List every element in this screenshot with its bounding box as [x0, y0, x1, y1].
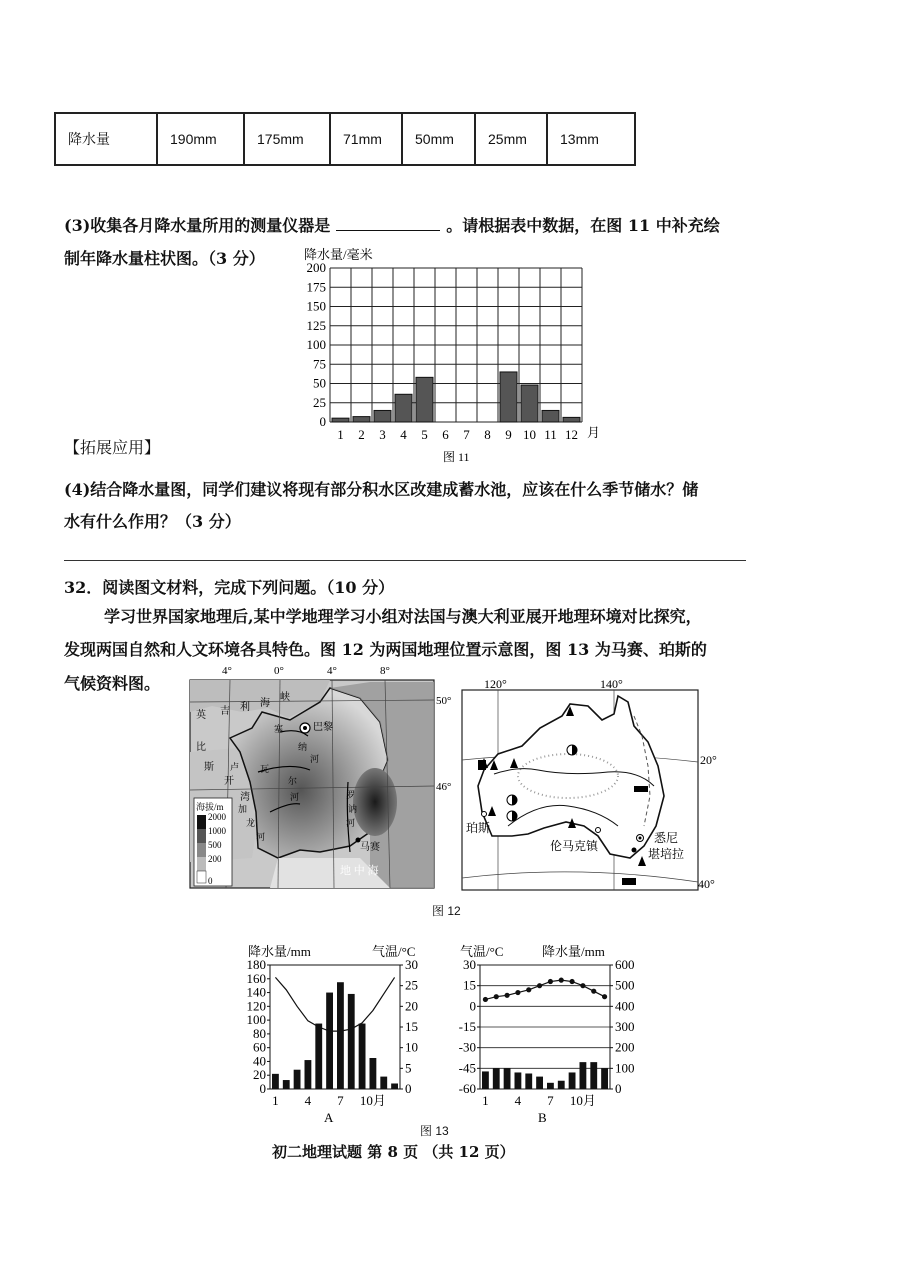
climate-precip-bar	[482, 1071, 489, 1089]
lon-label-w4: 4°	[222, 665, 232, 677]
question-3-text-a: (3)收集各月降水量所用的测量仪器是	[64, 216, 331, 235]
legend-2000: 2000	[208, 812, 226, 822]
climate-x-tick: 10月	[569, 1093, 596, 1108]
lon-label-140: 140°	[600, 677, 623, 691]
fig11-x-tick: 1	[337, 427, 344, 442]
fig11-bar	[353, 417, 370, 422]
climate-y-tick-left: 0	[259, 1081, 266, 1096]
australia-map	[458, 676, 728, 894]
climate-precip-bar	[525, 1074, 532, 1090]
question-3-text-b: 。请根据表中数据，在图 11 中补充绘	[446, 216, 720, 235]
row-label: 降水量	[55, 113, 157, 165]
climate-precip-bar	[504, 1068, 511, 1089]
river-label-3: 河	[310, 754, 320, 764]
river-label-2: 纳	[298, 742, 308, 752]
climate-temp-line	[275, 977, 394, 1031]
climate-y-tick-left: 180	[246, 957, 266, 972]
climate-precip-bar	[272, 1074, 279, 1089]
fig11-x-tick: 11	[544, 427, 557, 442]
climate-precip-bar	[493, 1068, 500, 1089]
fig11-y-tick: 175	[306, 279, 326, 295]
climate-y-tick-right: 20	[405, 998, 418, 1014]
channel-label-3: 利	[240, 702, 250, 713]
climate-y-tick-left: -15	[458, 1019, 476, 1034]
question-32-line-2: 发现两国自然和人文环境各具特色。图 12 为两国地理位置示意图，图 13 为马赛、珀斯的	[64, 640, 707, 659]
perth-marker	[482, 812, 487, 817]
chart-a-ylabel-left: 降水量/mm	[248, 944, 311, 959]
lat-label-46: 46°	[436, 781, 452, 793]
climate-y-tick-left: -60	[458, 1081, 476, 1096]
lon-label-e8: 8°	[380, 665, 390, 677]
fig11-x-tick: 8	[484, 427, 491, 442]
fig11-bar	[332, 418, 349, 422]
legend-title: 海拔/m	[196, 802, 224, 812]
climate-precip-bar	[391, 1083, 398, 1089]
cell-2: 175mm	[244, 113, 330, 165]
channel-label-5: 峡	[280, 692, 290, 703]
lat-label-20: 20°	[700, 753, 717, 767]
climate-precip-bar	[283, 1080, 290, 1089]
lon-label-120: 120°	[484, 677, 507, 691]
perth-label: 珀斯	[466, 821, 491, 835]
answer-blank[interactable]	[336, 216, 440, 231]
climate-precip-bar	[536, 1077, 543, 1089]
river-label-11: 罗	[346, 790, 356, 800]
chart-a-ylabel-right: 气温/°C	[372, 944, 416, 959]
cell-5: 25mm	[475, 113, 547, 165]
france-map	[170, 662, 460, 894]
desert-area	[518, 754, 618, 798]
fig11-x-tick: 3	[379, 427, 386, 442]
legend-500: 500	[208, 840, 222, 850]
climate-y-tick-right: 0	[615, 1081, 622, 1096]
channel-label-2: 吉	[220, 706, 230, 717]
fig11-y-tick: 125	[306, 317, 326, 333]
section-title: 【拓展应用】	[64, 438, 161, 457]
legend-1000: 1000	[208, 826, 226, 836]
fig11-bar	[542, 410, 559, 422]
fig11-y-tick: 50	[313, 375, 326, 391]
legend-200: 200	[208, 854, 222, 864]
climate-y-tick-left: 80	[253, 1025, 266, 1041]
question-3-line-1	[64, 216, 720, 236]
river-label-4: 卢	[230, 762, 240, 772]
question-32-line-3: 气候资料图。	[64, 674, 161, 693]
fig11-x-tick: 4	[400, 427, 407, 442]
lon-label-e4: 4°	[327, 665, 337, 677]
river-label-13: 河	[346, 818, 356, 828]
climate-y-tick-right: 200	[615, 1039, 635, 1055]
climate-precip-bar	[337, 982, 344, 1089]
climate-y-tick-right: 30	[405, 957, 418, 972]
question-32-line-1: 学习世界国家地理后,某中学地理学习小组对法国与澳大利亚展开地理环境对比探究，	[104, 607, 702, 626]
fig11-bar	[374, 410, 391, 422]
climate-chart-b	[450, 940, 635, 1125]
climate-y-tick-right: 0	[405, 1081, 412, 1096]
climate-temp-point	[602, 994, 607, 999]
fig11-y-tick: 0	[319, 414, 326, 429]
river-label-1: 塞	[274, 724, 284, 734]
fig11-y-tick: 150	[306, 298, 326, 314]
climate-x-tick: 4	[304, 1093, 312, 1108]
question-4-line-2: 水有什么作用？（3 分）	[64, 512, 241, 531]
fig11-caption: 图 11	[443, 450, 470, 464]
channel-label-4: 海	[260, 698, 270, 709]
cell-6: 13mm	[547, 113, 635, 165]
climate-y-tick-right: 5	[405, 1060, 412, 1076]
chart-b-ylabel-right: 降水量/mm	[542, 944, 605, 959]
chart-a-plot	[247, 957, 419, 1108]
lon-label-0: 0°	[274, 665, 284, 677]
fig11-bar	[395, 394, 412, 422]
climate-y-tick-left: 40	[253, 1053, 266, 1069]
climate-y-tick-left: -30	[458, 1039, 476, 1055]
cell-3: 71mm	[330, 113, 402, 165]
climate-y-tick-left: -45	[458, 1060, 476, 1076]
climate-precip-bar	[547, 1083, 554, 1089]
climate-precip-bar	[370, 1058, 377, 1089]
climate-precip-bar	[569, 1072, 576, 1089]
mediterranean-label: 地 中 海	[340, 865, 379, 877]
climate-y-tick-left: 20	[253, 1067, 266, 1083]
figure-11-bar-chart	[290, 245, 610, 470]
chart-a-title: A	[324, 1110, 334, 1125]
fig11-bar	[500, 372, 517, 422]
climate-y-tick-left: 160	[246, 970, 266, 986]
climate-y-tick-right: 15	[405, 1019, 418, 1034]
lat-label-50: 50°	[436, 695, 452, 707]
climate-y-tick-left: 100	[246, 1012, 266, 1028]
fig11-x-tick: 6	[442, 427, 449, 442]
biscay-label-1: 比	[196, 742, 206, 753]
climate-frame	[270, 965, 400, 1089]
fig11-y-ticks	[307, 260, 327, 429]
climate-y-tick-left: 120	[246, 998, 266, 1014]
fig11-bar	[563, 417, 580, 422]
climate-y-tick-left: 15	[463, 977, 476, 993]
figure-12-caption: 图 12	[432, 904, 461, 918]
fig11-x-tick: 12	[565, 427, 578, 442]
climate-y-tick-right: 25	[405, 977, 418, 993]
climate-y-tick-right: 500	[615, 977, 635, 993]
chart-b-plot	[459, 957, 635, 1108]
fig11-x-tick: 7	[463, 427, 470, 442]
channel-label-1: 英	[196, 710, 206, 721]
chart-b-ylabel-left: 气温/°C	[460, 944, 504, 959]
fig11-y-tick: 200	[306, 260, 326, 275]
climate-y-tick-left: 60	[253, 1039, 266, 1055]
climate-chart-a	[240, 940, 420, 1125]
climate-precip-bar	[590, 1062, 597, 1089]
climate-x-tick: 7	[337, 1093, 344, 1108]
fig11-y-tick: 25	[313, 394, 326, 410]
chart-b-title: B	[538, 1110, 547, 1125]
alps-relief	[353, 768, 397, 836]
climate-y-tick-right: 300	[615, 1019, 635, 1034]
climate-precip-bar	[326, 993, 333, 1089]
fig11-y-tick: 75	[313, 356, 326, 372]
fig11-x-tick: 9	[505, 427, 512, 442]
canberra-label: 堪培拉	[648, 847, 685, 861]
fig11-x-tick: 5	[421, 427, 428, 442]
river-label-8: 加	[238, 804, 248, 814]
river-label-10: 河	[256, 832, 266, 842]
fig11-y-tick: 100	[306, 337, 326, 352]
climate-x-tick: 7	[547, 1093, 554, 1108]
river-label-9: 龙	[246, 818, 256, 828]
question-4-line-1: (4)结合降水量图，同学们建议将现有部分积水区改建成蓄水池，应该在什么季节储水？储	[64, 480, 699, 499]
climate-precip-bar	[380, 1077, 387, 1089]
cell-1: 190mm	[157, 113, 244, 165]
cell-4: 50mm	[402, 113, 475, 165]
precipitation-table	[54, 112, 636, 166]
fig11-bar	[416, 377, 433, 422]
biscay-label-2: 斯	[204, 762, 214, 773]
canberra-marker	[632, 848, 637, 853]
climate-temp-line	[485, 980, 604, 999]
climate-precip-bar	[558, 1081, 565, 1089]
climate-precip-bar	[315, 1024, 322, 1089]
climate-precip-bar	[348, 994, 355, 1089]
river-label-7: 河	[290, 792, 300, 802]
renmark-marker	[596, 828, 601, 833]
fig11-x-ticks	[337, 427, 578, 442]
answer-line	[64, 560, 746, 561]
river-label-6: 尔	[288, 776, 298, 786]
climate-y-tick-left: 0	[469, 998, 476, 1014]
fig11-x-tick: 2	[358, 427, 365, 442]
climate-precip-bar	[601, 1068, 608, 1089]
marseille-label: 马赛	[360, 842, 380, 853]
question-3-line-2: 制年降水量柱状图。（3 分）	[64, 249, 265, 268]
climate-y-tick-left: 140	[246, 984, 266, 1000]
fig11-x-unit: 月	[587, 425, 601, 440]
climate-precip-bar	[294, 1070, 301, 1089]
question-32-title: 32．阅读图文材料，完成下列问题。（10 分）	[64, 578, 395, 597]
climate-precip-bar	[305, 1060, 312, 1089]
climate-y-tick-right: 400	[615, 998, 635, 1014]
biscay-label-4: 湾	[240, 792, 250, 803]
renmark-label: 伦马克镇	[550, 839, 599, 853]
fig11-ylabel: 降水量/毫米	[304, 247, 373, 262]
climate-y-tick-right: 100	[615, 1060, 635, 1076]
climate-precip-bar	[515, 1072, 522, 1089]
lat-label-40: 40°	[698, 877, 715, 891]
climate-y-tick-left: 30	[463, 957, 476, 972]
climate-x-tick: 10月	[359, 1093, 386, 1108]
legend-0: 0	[208, 876, 213, 886]
river-label-12: 讷	[348, 804, 358, 814]
sydney-label: 悉尼	[654, 831, 679, 845]
climate-precip-bar	[359, 1024, 366, 1089]
fig11-bar	[521, 385, 538, 422]
paris-label: 巴黎	[313, 722, 333, 733]
climate-y-tick-right: 600	[615, 957, 635, 972]
biscay-label-3: 开	[224, 776, 234, 787]
river-label-5: 瓦	[260, 764, 270, 774]
page-footer: 初二地理试题 第 8 页 （共 12 页）	[272, 1143, 515, 1161]
climate-x-tick: 1	[272, 1093, 279, 1108]
fig11-grid	[330, 268, 582, 422]
climate-y-tick-right: 10	[405, 1039, 418, 1055]
climate-x-tick: 4	[514, 1093, 522, 1108]
figure-13-caption: 图 13	[420, 1124, 449, 1138]
climate-precip-bar	[580, 1062, 587, 1089]
fig11-x-tick: 10	[523, 427, 536, 442]
climate-x-tick: 1	[482, 1093, 489, 1108]
